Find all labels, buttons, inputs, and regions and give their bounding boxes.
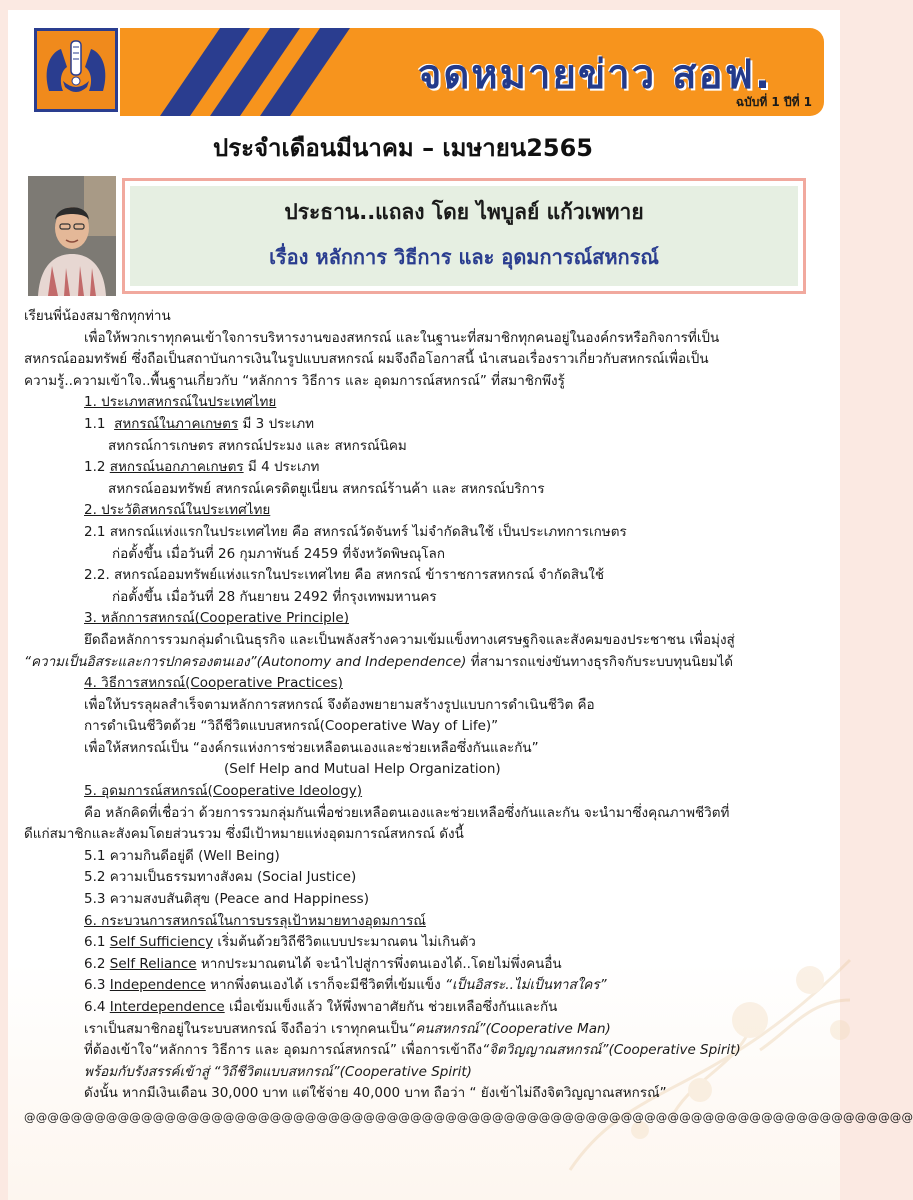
closing-line-2 <box>24 1040 824 1062</box>
section-5-line-1: คือ หลักคิดที่เชื่อว่า ด้วยการรวมกลุ่มกันเพื่อช่วยเหลือตนเองและช่วยเหลือซึ่งกันและกัน จะนำมาซึ่งคุณภาพชีวิตที่ <box>84 804 730 821</box>
item-text: เมื่อเข้มแข็งแล้ว ให้พึ่งพาอาศัยกัน ช่วยเหลือซึ่งกันและกัน <box>224 999 558 1015</box>
divider-line: @@@@@@@@@@@@@@@@@@@@@@@@@@@@@@@@@@@@@@@@@@@@@@@@@@@@@@@@@@@@@@@@@@@@@@@@@@@@ <box>24 1109 913 1124</box>
section-2-1-date: ก่อตั้งขึ้น เมื่อวันที่ 26 กุมภาพันธ์ 2459 ที่จังหวัดพิษณุโลก <box>112 545 446 562</box>
term-independence: Independence <box>109 977 206 994</box>
closing-line-1 <box>24 1019 824 1041</box>
item-text: มี 4 ประเภท <box>243 459 320 476</box>
closing-text: ที่ต้องเข้าใจ“หลักการ วิธีการ และ อุดมการณ์สหกรณ์” เพื่อการเข้าถึง <box>84 1042 483 1059</box>
cooperative-man-quote: “คนสหกรณ์”(Cooperative Man) <box>408 1020 611 1037</box>
section-6-2 <box>24 954 824 976</box>
president-photo <box>28 176 116 296</box>
section-5-heading: 5. อุดมการณ์สหกรณ์(Cooperative Ideology) <box>84 783 363 800</box>
freedom-quote: “เป็นอิสระ..ไม่เป็นทาสใคร” <box>445 977 607 994</box>
item-number: 1.2 <box>84 459 106 476</box>
article-body <box>24 306 913 1129</box>
section-4-heading: 4. วิธีการสหกรณ์(Cooperative Practices) <box>84 675 343 692</box>
article-subject: เรื่อง หลักการ วิธีการ และ อุดมการณ์สหกรณ์ <box>269 245 659 269</box>
section-3-line-2 <box>24 652 824 674</box>
intro-line-1: เพื่อให้พวกเราทุกคนเข้าใจการบริหารงานของสหกรณ์ และในฐานะที่สมาชิกทุกคนอยู่ในองค์กรหรือกิจการที่เป็น <box>84 329 720 346</box>
president-portrait <box>28 176 116 296</box>
issue-month: ประจำเดือนมีนาคม – เมษายน2565 <box>212 134 594 162</box>
newsletter-title: จดหมายข่าว สอฟ. <box>417 52 773 98</box>
section-4-line-2: การดำเนินชีวิตด้วย “วิถีชีวิตแบบสหกรณ์(Cooperative Way of Life)” <box>84 718 499 735</box>
item-text: หากพึ่งตนเองได้ เราก็จะมีชีวิตที่เข้มแข็ง <box>205 977 446 994</box>
item-text: เริ่มต้นด้วยวิถีชีวิตแบบประมาณตน ไม่เกินตัว <box>213 934 476 951</box>
item-number: 1.1 <box>84 415 106 432</box>
section-2-1: 2.1 สหกรณ์แห่งแรกในประเทศไทย คือ สหกรณ์วัดจันทร์ ไม่จำกัดสินใช้ เป็นประเภทการเกษตร <box>84 523 627 540</box>
term-self-sufficiency: Self Sufficiency <box>109 934 214 951</box>
intro-line-2: สหกรณ์ออมทรัพย์ ซึ่งถือเป็นสถาบันการเงินในรูปแบบสหกรณ์ ผมจึงถือโอกาสนี้ นำเสนอเรื่องราวเกี่ยวกับสหกรณ์เพื่อเป็น <box>24 351 709 368</box>
section-4-line-3: เพื่อให้สหกรณ์เป็น “องค์กรแห่งการช่วยเหลือตนเองและช่วยเหลือซึ่งกันและกัน” <box>84 739 539 756</box>
section-6-heading: 6. กระบวนการสหกรณ์ในการบรรลุเป้าหมายทางอุดมการณ์ <box>84 912 426 929</box>
section-6-1 <box>24 932 824 954</box>
section-1-1 <box>24 414 824 436</box>
closing-line-3: พร้อมกับรังสรรค์เข้าสู่ “วิถีชีวิตแบบสหกรณ์”(Cooperative Spirit) <box>84 1063 472 1080</box>
greeting: เรียนพี่น้องสมาชิกทุกท่าน <box>24 308 171 324</box>
section-6-4 <box>24 997 824 1019</box>
term-interdependence: Interdependence <box>109 999 225 1015</box>
intro-line-3: ความรู้..ความเข้าใจ..พื้นฐานเกี่ยวกับ “หลักการ วิธีการ และ อุดมการณ์สหกรณ์” ที่สมาชิกพึงรู้ <box>24 372 565 389</box>
item-number: 6.2 <box>84 955 110 972</box>
newsletter-page <box>8 10 913 1200</box>
section-3-line-2-rest: ที่สามารถแข่งขันทางธุรกิจกับระบบทุนนิยมได้ <box>466 653 734 670</box>
section-1-heading: 1. ประเภทสหกรณ์ในประเทศไทย <box>84 394 277 411</box>
item-text: มี 3 ประเภท <box>238 415 315 432</box>
section-1-2-items: สหกรณ์ออมทรัพย์ สหกรณ์เครดิตยูเนี่ยน สหกรณ์ร้านค้า และ สหกรณ์บริการ <box>108 480 545 497</box>
item-text: หากประมาณตนได้ จะนำไปสู่การพึ่งตนเองได้..โดยไม่พึ่งคนอื่น <box>196 955 562 972</box>
section-4-line-1: เพื่อให้บรรลุผลสำเร็จตามหลักการสหกรณ์ จึงต้องพยายามสร้างรูปแบบการดำเนินชีวิต คือ <box>84 696 595 713</box>
logo-emblem-icon <box>37 31 115 109</box>
section-2-heading: 2. ประวัติสหกรณ์ในประเทศไทย <box>84 502 271 519</box>
section-5-item-3: 5.3 ความสงบสันติสุข (Peace and Happiness) <box>84 891 369 908</box>
cooperative-spirit-quote: “จิตวิญญาณสหกรณ์”(Cooperative Spirit) <box>482 1042 741 1059</box>
section-3-heading: 3. หลักการสหกรณ์(Cooperative Principle) <box>84 610 349 627</box>
term-self-reliance: Self Reliance <box>109 955 197 972</box>
item-number: 6.1 <box>84 934 110 951</box>
cooperative-logo <box>34 28 118 112</box>
section-1-2 <box>24 457 824 479</box>
banner-stripes <box>120 28 380 116</box>
section-5-line-2: ดีแก่สมาชิกและสังคมโดยส่วนรวม ซึ่งมีเป้าหมายแห่งอุดมการณ์สหกรณ์ ดังนี้ <box>24 826 464 843</box>
item-number: 6.4 <box>84 999 110 1015</box>
item-number: 6.3 <box>84 977 110 994</box>
autonomy-quote: “ความเป็นอิสระและการปกครองตนเอง”(Autonomy and Independence) <box>24 653 467 670</box>
section-1-1-items: สหกรณ์การเกษตร สหกรณ์ประมง และ สหกรณ์นิคม <box>108 437 407 454</box>
section-2-2-date: ก่อตั้งขึ้น เมื่อวันที่ 28 กันยายน 2492 ที่กรุงเทพมหานคร <box>112 588 437 605</box>
president-message-box <box>122 178 806 294</box>
section-5-item-2: 5.2 ความเป็นธรรมทางสังคม (Social Justice) <box>84 869 357 886</box>
closing-line-4: ดังนั้น หากมีเงินเดือน 30,000 บาท แต่ใช้จ่าย 40,000 บาท ถือว่า “ ยังเข้าไม่ถึงจิตวิญญาณสหกรณ์” <box>84 1085 667 1102</box>
closing-text: เราเป็นสมาชิกอยู่ในระบบสหกรณ์ จึงถือว่า เราทุกคนเป็น <box>84 1020 409 1037</box>
item-label: สหกรณ์นอกภาคเกษตร <box>109 459 244 476</box>
section-2-2: 2.2. สหกรณ์ออมทรัพย์แห่งแรกในประเทศไทย คือ สหกรณ์ ข้าราชการสหกรณ์ จำกัดสินใช้ <box>84 567 605 584</box>
item-label: สหกรณ์ในภาคเกษตร <box>114 415 239 432</box>
president-statement-title: ประธาน..แถลง โดย ไพบูลย์ แก้วเพทาย <box>284 200 644 224</box>
masthead-banner <box>120 28 824 116</box>
section-3-line-1: ยึดถือหลักการรวมกลุ่มดำเนินธุรกิจ และเป็นพลังสร้างความเข้มแข็งทางเศรษฐกิจและสังคมของประชาชน เพื่อมุ่งสู่ <box>84 631 735 648</box>
section-5-item-1: 5.1 ความกินดีอยู่ดี (Well Being) <box>84 847 280 864</box>
section-4-line-4: (Self Help and Mutual Help Organization) <box>224 761 501 778</box>
section-6-3 <box>24 975 824 997</box>
issue-number: ฉบับที่ 1 ปีที่ 1 <box>735 95 812 109</box>
